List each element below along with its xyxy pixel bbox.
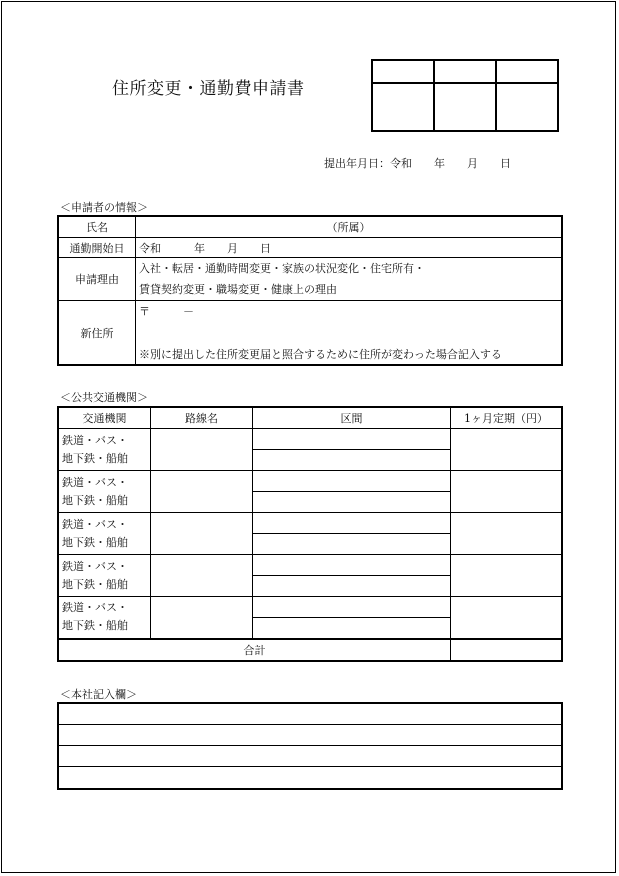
name-field[interactable] bbox=[136, 217, 562, 238]
department-label: （所属） bbox=[326, 221, 371, 234]
header-route: 路線名 bbox=[151, 408, 253, 429]
route-field[interactable] bbox=[151, 429, 253, 471]
start-date-label: 通勤開始日 bbox=[59, 238, 136, 258]
section-from-field[interactable] bbox=[253, 597, 451, 618]
header-section: 区間 bbox=[253, 408, 451, 429]
start-date-field[interactable]: 令和 年 月 日 bbox=[136, 238, 562, 258]
mode-line-1: 鉄道・バス・ bbox=[62, 475, 128, 489]
stamp-header-cell[interactable] bbox=[434, 60, 496, 83]
total-field[interactable] bbox=[451, 639, 562, 661]
address-label: 新住所 bbox=[59, 301, 136, 365]
transport-table bbox=[58, 407, 562, 661]
address-field[interactable] bbox=[136, 301, 562, 365]
transport-row bbox=[59, 513, 562, 534]
stamp-cell[interactable] bbox=[496, 83, 558, 131]
reason-row bbox=[59, 258, 562, 301]
transport-row bbox=[59, 471, 562, 492]
monthly-pass-field[interactable] bbox=[451, 513, 562, 555]
mode-line-1: 鉄道・バス・ bbox=[62, 517, 128, 531]
mode-options[interactable] bbox=[59, 513, 151, 555]
submission-date[interactable]: 提出年月日：令和 年 月 日 bbox=[324, 157, 511, 170]
transport-row bbox=[59, 429, 562, 450]
monthly-pass-field[interactable] bbox=[451, 471, 562, 513]
mode-line-1: 鉄道・バス・ bbox=[62, 433, 128, 447]
section-to-field[interactable] bbox=[253, 450, 451, 471]
stamp-cell[interactable] bbox=[372, 83, 434, 131]
monthly-pass-field[interactable] bbox=[451, 429, 562, 471]
name-label: 氏名 bbox=[59, 217, 136, 238]
office-entry-line[interactable] bbox=[59, 746, 562, 767]
applicant-table bbox=[58, 216, 562, 365]
section-from-field[interactable] bbox=[253, 513, 451, 534]
section-from-field[interactable] bbox=[253, 429, 451, 450]
office-entry-line[interactable] bbox=[59, 767, 562, 789]
route-field[interactable] bbox=[151, 471, 253, 513]
postal-code: 〒 － bbox=[139, 305, 194, 318]
start-date-row bbox=[59, 238, 562, 258]
office-entry-line[interactable] bbox=[59, 704, 562, 725]
reason-options[interactable] bbox=[136, 258, 562, 301]
page-title: 住所変更・通勤費申請書 bbox=[112, 79, 305, 99]
address-note: ※別に提出した住所変更届と照合するために住所が変わった場合記入する bbox=[139, 348, 502, 361]
mode-options[interactable] bbox=[59, 429, 151, 471]
section-from-field[interactable] bbox=[253, 555, 451, 576]
route-field[interactable] bbox=[151, 555, 253, 597]
mode-line-2: 地下鉄・船舶 bbox=[62, 535, 128, 549]
reason-line-2: 賃貸契約変更・職場変更・健康上の理由 bbox=[139, 283, 337, 296]
mode-options[interactable] bbox=[59, 555, 151, 597]
stamp-header-cell[interactable] bbox=[372, 60, 434, 83]
address-row bbox=[59, 301, 562, 365]
mode-line-2: 地下鉄・船舶 bbox=[62, 493, 128, 507]
section-to-field[interactable] bbox=[253, 618, 451, 639]
section-to-field[interactable] bbox=[253, 534, 451, 555]
office-entry-line[interactable] bbox=[59, 725, 562, 746]
monthly-pass-field[interactable] bbox=[451, 597, 562, 639]
mode-options[interactable] bbox=[59, 597, 151, 639]
transport-row bbox=[59, 555, 562, 576]
transport-row bbox=[59, 597, 562, 618]
mode-line-2: 地下鉄・船舶 bbox=[62, 451, 128, 465]
header-mode: 交通機関 bbox=[59, 408, 151, 429]
mode-line-2: 地下鉄・船舶 bbox=[62, 619, 128, 633]
mode-line-1: 鉄道・バス・ bbox=[62, 559, 128, 573]
mode-line-2: 地下鉄・船舶 bbox=[62, 577, 128, 591]
applicant-section-label: ＜申請者の情報＞ bbox=[60, 201, 148, 214]
mode-options[interactable] bbox=[59, 471, 151, 513]
reason-line-1: 入社・転居・通勤時間変更・家族の状況変化・住宅所有・ bbox=[139, 262, 425, 275]
mode-line-1: 鉄道・バス・ bbox=[62, 601, 128, 615]
section-to-field[interactable] bbox=[253, 492, 451, 513]
approval-stamp-boxes bbox=[371, 59, 559, 132]
monthly-pass-field[interactable] bbox=[451, 555, 562, 597]
office-table bbox=[58, 703, 562, 789]
section-to-field[interactable] bbox=[253, 576, 451, 597]
office-section-label: ＜本社記入欄＞ bbox=[60, 688, 137, 701]
total-row bbox=[59, 639, 562, 661]
stamp-cell[interactable] bbox=[434, 83, 496, 131]
name-row bbox=[59, 217, 562, 238]
route-field[interactable] bbox=[151, 597, 253, 639]
transport-section-label: ＜公共交通機関＞ bbox=[60, 391, 148, 404]
route-field[interactable] bbox=[151, 513, 253, 555]
header-monthly-pass: 1ヶ月定期（円） bbox=[451, 408, 562, 429]
reason-label: 申請理由 bbox=[59, 258, 136, 301]
section-from-field[interactable] bbox=[253, 471, 451, 492]
stamp-header-cell[interactable] bbox=[496, 60, 558, 83]
total-label: 合計 bbox=[59, 639, 451, 661]
transport-header-row bbox=[59, 408, 562, 429]
